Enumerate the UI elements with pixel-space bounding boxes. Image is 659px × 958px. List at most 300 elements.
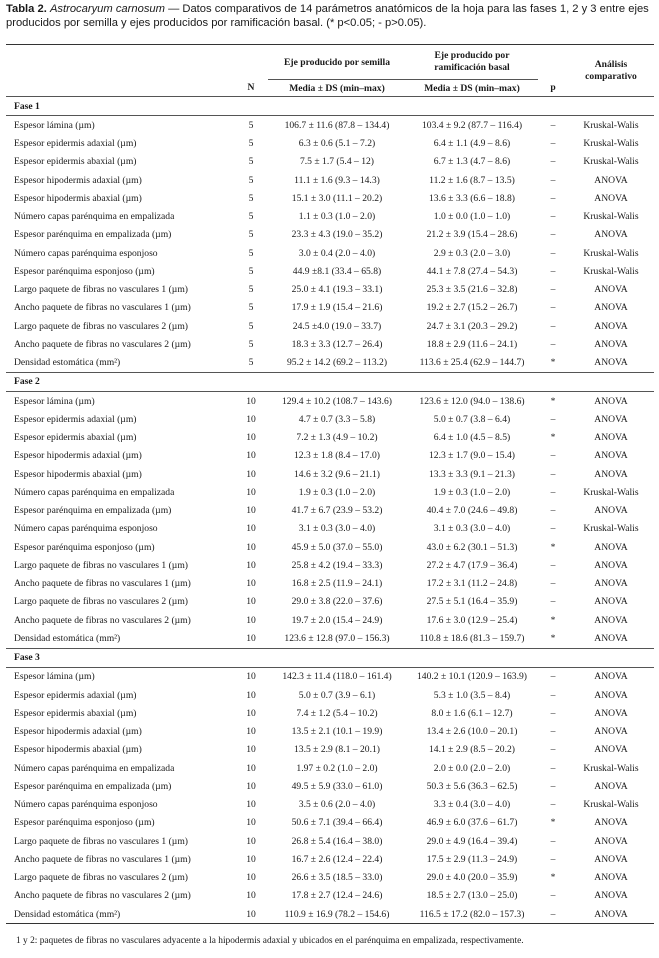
- p-value-cell: –: [550, 596, 556, 608]
- parameter-cell: Densidad estomática (mm²): [14, 632, 121, 644]
- basal-value-cell: 6.7 ± 1.3 (4.7 – 8.6): [433, 156, 511, 168]
- parameter-cell: Espesor epidermis adaxial (µm): [14, 689, 137, 701]
- parameter-cell: Espesor epidermis adaxial (µm): [14, 413, 137, 425]
- parameter-cell: Largo paquete de fibras no vasculares 1 (µm): [14, 835, 188, 847]
- table-row: [6, 135, 654, 153]
- n-cell: 10: [246, 541, 256, 553]
- seed-value-cell: 3.5 ± 0.6 (2.0 – 4.0): [298, 799, 376, 811]
- seed-value-cell: 11.1 ± 1.6 (9.3 – 14.3): [294, 174, 380, 186]
- basal-value-cell: 24.7 ± 3.1 (20.3 – 29.2): [426, 320, 518, 332]
- parameter-cell: Espesor parénquima en empalizada (µm): [14, 229, 172, 241]
- table-row: [6, 299, 654, 317]
- analysis-cell: ANOVA: [594, 192, 628, 204]
- parameter-cell: Espesor hipodermis adaxial (µm): [14, 726, 142, 738]
- n-cell: 10: [246, 726, 256, 738]
- n-cell: 10: [246, 780, 256, 792]
- table-row: [6, 759, 654, 777]
- header-parameter-blank: [6, 80, 234, 97]
- table-row: [6, 777, 654, 795]
- analysis-cell: ANOVA: [594, 890, 628, 902]
- p-value-cell: *: [550, 614, 556, 626]
- seed-value-cell: 12.3 ± 1.8 (8.4 – 17.0): [293, 450, 380, 462]
- n-cell: 5: [248, 357, 254, 369]
- p-value-cell: *: [550, 817, 556, 829]
- n-cell: 10: [246, 671, 256, 683]
- basal-value-cell: 17.2 ± 3.1 (11.2 – 24.8): [426, 578, 518, 590]
- analysis-cell: Kruskal-Walis: [583, 523, 639, 535]
- basal-value-cell: 1.9 ± 0.3 (1.0 – 2.0): [433, 486, 511, 498]
- n-cell: 10: [246, 890, 256, 902]
- analysis-cell: ANOVA: [594, 284, 628, 296]
- n-cell: 5: [248, 284, 254, 296]
- table-row: [6, 575, 654, 593]
- p-value-cell: *: [550, 395, 556, 407]
- basal-value-cell: 5.0 ± 0.7 (3.8 – 6.4): [433, 413, 511, 425]
- seed-value-cell: 129.4 ± 10.2 (108.7 – 143.6): [282, 395, 392, 407]
- n-cell: 5: [248, 174, 254, 186]
- analysis-cell: Kruskal-Walis: [583, 156, 639, 168]
- header-n-spacer: [234, 45, 268, 80]
- n-cell: 10: [246, 817, 256, 829]
- parameter-cell: Densidad estomática (mm²): [6, 905, 234, 924]
- header-seed-group: Eje producido por semilla: [268, 45, 406, 80]
- basal-value-cell: 110.8 ± 18.6 (81.3 – 159.7): [419, 632, 525, 644]
- analysis-cell: ANOVA: [594, 320, 628, 332]
- seed-value-cell: 18.3 ± 3.3 (12.7 – 26.4): [291, 338, 383, 350]
- basal-value-cell: 6.4 ± 1.0 (4.5 – 8.5): [433, 432, 511, 444]
- n-cell: 10: [246, 872, 256, 884]
- basal-value-cell: 1.0 ± 0.0 (1.0 – 1.0): [433, 211, 511, 223]
- basal-value-cell: 46.9 ± 6.0 (37.6 – 61.7): [426, 817, 518, 829]
- parameter-cell: Número capas parénquima en empalizada: [14, 762, 175, 774]
- analysis-cell: Kruskal-Walis: [583, 247, 639, 259]
- basal-value-cell: 116.5 ± 17.2 (82.0 – 157.3): [406, 905, 538, 924]
- table-row: [6, 704, 654, 722]
- table-row: [6, 429, 654, 447]
- basal-value-cell: 11.2 ± 1.6 (8.7 – 13.5): [429, 174, 515, 186]
- parameter-cell: Espesor hipodermis adaxial (µm): [14, 174, 142, 186]
- p-value-cell: –: [550, 138, 556, 150]
- table-row: [6, 741, 654, 759]
- p-value-cell: –: [550, 174, 556, 186]
- table-row: [6, 556, 654, 574]
- table-row: [6, 410, 654, 428]
- seed-value-cell: 7.5 ± 1.7 (5.4 – 12): [299, 156, 374, 168]
- seed-value-cell: 6.3 ± 0.6 (5.1 – 7.2): [298, 138, 376, 150]
- n-cell: 10: [246, 853, 256, 865]
- analysis-cell: ANOVA: [594, 395, 628, 407]
- n-cell: 5: [248, 119, 254, 131]
- parameter-cell: Espesor parénquima esponjoso (µm): [14, 541, 155, 553]
- parameter-cell: Espesor epidermis abaxial (µm): [14, 156, 137, 168]
- seed-value-cell: 26.8 ± 5.4 (16.4 – 38.0): [291, 835, 383, 847]
- table-row: [6, 116, 654, 135]
- p-value-cell: –: [550, 780, 556, 792]
- analysis-cell: Kruskal-Walis: [583, 138, 639, 150]
- seed-value-cell: 5.0 ± 0.7 (3.9 – 6.1): [298, 689, 376, 701]
- p-value-cell: –: [550, 338, 556, 350]
- table-row: [6, 244, 654, 262]
- table-row: [6, 723, 654, 741]
- table-row: [6, 887, 654, 905]
- parameter-cell: Ancho paquete de fibras no vasculares 2 (µm): [14, 890, 191, 902]
- parameter-cell: Número capas parénquima en empalizada: [14, 211, 175, 223]
- basal-value-cell: 27.5 ± 5.1 (16.4 – 35.9): [426, 596, 518, 608]
- p-value-cell: –: [550, 265, 556, 277]
- analysis-cell: ANOVA: [594, 671, 628, 683]
- table-row: [6, 226, 654, 244]
- analysis-cell: ANOVA: [594, 596, 628, 608]
- caption-text: — Datos comparativos de 14 parámetros anatómicos de la hoja para las fases 1, 2 y 3 entre ejes producidos por semilla y ejes producidos por ramificación basal. (* p<0.05; - p>0.05).: [6, 3, 649, 29]
- seed-value-cell: 41.7 ± 6.7 (23.9 – 53.2): [291, 505, 383, 517]
- basal-value-cell: 2.0 ± 0.0 (2.0 – 2.0): [433, 762, 511, 774]
- n-cell: 5: [248, 138, 254, 150]
- seed-value-cell: 123.6 ± 12.8 (97.0 – 156.3): [284, 632, 390, 644]
- table-row: [6, 832, 654, 850]
- basal-value-cell: 8.0 ± 1.6 (6.1 – 12.7): [431, 707, 513, 719]
- parameter-cell: Número capas parénquima esponjoso: [14, 523, 158, 535]
- analysis-cell: ANOVA: [594, 632, 628, 644]
- n-cell: 10: [234, 905, 268, 924]
- analysis-cell: ANOVA: [594, 707, 628, 719]
- parameter-cell: Largo paquete de fibras no vasculares 1 (µm): [14, 559, 188, 571]
- seed-value-cell: 17.8 ± 2.7 (12.4 – 24.6): [291, 890, 383, 902]
- basal-value-cell: 29.0 ± 4.0 (20.0 – 35.9): [426, 872, 518, 884]
- n-cell: 10: [246, 799, 256, 811]
- seed-value-cell: 25.0 ± 4.1 (19.3 – 33.1): [291, 284, 383, 296]
- p-value-cell: –: [550, 744, 556, 756]
- table-row: [6, 629, 654, 648]
- p-value-cell: –: [550, 762, 556, 774]
- basal-value-cell: 140.2 ± 10.1 (120.9 – 163.9): [417, 671, 527, 683]
- table-row: [6, 502, 654, 520]
- parameter-cell: Espesor hipodermis adaxial (µm): [14, 450, 142, 462]
- parameter-cell: Espesor lámina (µm): [14, 395, 95, 407]
- seed-value-cell: 19.7 ± 2.0 (15.4 – 24.9): [291, 614, 383, 626]
- seed-value-cell: 29.0 ± 3.8 (22.0 – 37.6): [291, 596, 383, 608]
- p-value-cell: –: [550, 119, 556, 131]
- parameter-cell: Espesor hipodermis abaxial (µm): [14, 192, 142, 204]
- phase-header-row: [6, 648, 654, 667]
- basal-value-cell: 113.6 ± 25.4 (62.9 – 144.7): [419, 357, 525, 369]
- basal-value-cell: 6.4 ± 1.1 (4.9 – 8.6): [433, 138, 511, 150]
- seed-value-cell: 26.6 ± 3.5 (18.5 – 33.0): [291, 872, 383, 884]
- seed-value-cell: 24.5 ±4.0 (19.0 – 33.7): [292, 320, 382, 332]
- analysis-cell: Kruskal-Walis: [583, 799, 639, 811]
- basal-value-cell: 12.3 ± 1.7 (9.0 – 15.4): [428, 450, 515, 462]
- parameter-cell: Espesor lámina (µm): [14, 119, 95, 131]
- n-cell: 10: [246, 413, 256, 425]
- n-cell: 5: [248, 229, 254, 241]
- analysis-cell: ANOVA: [594, 689, 628, 701]
- parameter-cell: Ancho paquete de fibras no vasculares 1 (µm): [14, 578, 191, 590]
- p-value-cell: –: [550, 413, 556, 425]
- analysis-cell: ANOVA: [594, 302, 628, 314]
- analysis-cell: ANOVA: [594, 468, 628, 480]
- parameter-cell: Ancho paquete de fibras no vasculares 2 (µm): [14, 338, 191, 350]
- p-value-cell: –: [550, 559, 556, 571]
- seed-value-cell: 4.7 ± 0.7 (3.3 – 5.8): [298, 413, 376, 425]
- parameter-cell: Largo paquete de fibras no vasculares 2 (µm): [14, 596, 188, 608]
- table-row: [6, 850, 654, 868]
- parameter-cell: Número capas parénquima esponjoso: [14, 247, 158, 259]
- caption-species: Astrocaryum carnosum: [49, 3, 165, 15]
- parameter-cell: Espesor epidermis abaxial (µm): [14, 707, 137, 719]
- analysis-cell: ANOVA: [594, 174, 628, 186]
- parameter-cell: Largo paquete de fibras no vasculares 1 (µm): [14, 284, 188, 296]
- n-cell: 5: [248, 156, 254, 168]
- p-value-cell: *: [550, 357, 556, 369]
- p-value-cell: –: [550, 247, 556, 259]
- table-row: [6, 538, 654, 556]
- p-value-cell: –: [550, 302, 556, 314]
- seed-value-cell: 13.5 ± 2.1 (10.1 – 19.9): [291, 726, 383, 738]
- analysis-cell: ANOVA: [594, 872, 628, 884]
- basal-value-cell: 5.3 ± 1.0 (3.5 – 8.4): [433, 689, 511, 701]
- p-value-cell: –: [550, 523, 556, 535]
- n-cell: 10: [246, 707, 256, 719]
- p-value-cell: –: [550, 229, 556, 241]
- p-value-cell: –: [550, 835, 556, 847]
- seed-value-cell: 142.3 ± 11.4 (118.0 – 161.4): [282, 671, 392, 683]
- basal-value-cell: 18.5 ± 2.7 (13.0 – 25.0): [426, 890, 518, 902]
- seed-value-cell: 17.9 ± 1.9 (15.4 – 21.6): [291, 302, 383, 314]
- table-row: [6, 171, 654, 189]
- p-value-cell: *: [550, 541, 556, 553]
- analysis-cell: Kruskal-Walis: [583, 119, 639, 131]
- table-row: [6, 611, 654, 629]
- table-row: [6, 262, 654, 280]
- phase-title: Fase 2: [6, 372, 654, 391]
- seed-value-cell: 44.9 ±8.1 (33.4 – 65.8): [292, 265, 382, 277]
- basal-value-cell: 43.0 ± 6.2 (30.1 – 51.3): [426, 541, 518, 553]
- n-cell: 5: [248, 211, 254, 223]
- table-row: [6, 189, 654, 207]
- parameter-cell: Ancho paquete de fibras no vasculares 2 (µm): [14, 614, 191, 626]
- basal-value-cell: 18.8 ± 2.9 (11.6 – 24.1): [426, 338, 518, 350]
- basal-value-cell: 27.2 ± 4.7 (17.9 – 36.4): [426, 559, 518, 571]
- seed-value-cell: 50.6 ± 7.1 (39.4 – 66.4): [291, 817, 383, 829]
- caption-label: Tabla 2.: [6, 3, 47, 15]
- seed-value-cell: 45.9 ± 5.0 (37.0 – 55.0): [291, 541, 383, 553]
- seed-value-cell: 7.2 ± 1.3 (4.9 – 10.2): [296, 432, 378, 444]
- basal-value-cell: 103.4 ± 9.2 (87.7 – 116.4): [421, 119, 523, 131]
- table-row: [6, 208, 654, 226]
- p-value-cell: –: [550, 284, 556, 296]
- analysis-cell: ANOVA: [594, 229, 628, 241]
- n-cell: 10: [246, 835, 256, 847]
- n-cell: 10: [246, 559, 256, 571]
- parameter-cell: Densidad estomática (mm²): [14, 357, 121, 369]
- p-value-cell: –: [550, 192, 556, 204]
- p-value-cell: –: [550, 450, 556, 462]
- n-cell: 10: [246, 578, 256, 590]
- basal-value-cell: 13.6 ± 3.3 (6.6 – 18.8): [428, 192, 515, 204]
- header-seed-mean-sd: Media ± DS (min–max): [289, 82, 385, 94]
- table-row: [6, 483, 654, 501]
- n-cell: 10: [246, 395, 256, 407]
- parameter-cell: Espesor parénquima en empalizada (µm): [14, 780, 172, 792]
- parameter-cell: Espesor epidermis abaxial (µm): [14, 432, 137, 444]
- analysis-cell: ANOVA: [594, 853, 628, 865]
- n-cell: 5: [248, 338, 254, 350]
- header-analysis: Análisis comparativo: [568, 45, 654, 97]
- parameter-cell: Espesor parénquima esponjoso (µm): [14, 265, 155, 277]
- analysis-cell: Kruskal-Walis: [583, 762, 639, 774]
- seed-value-cell: 106.7 ± 11.6 (87.8 – 134.4): [284, 119, 390, 131]
- analysis-cell: ANOVA: [594, 450, 628, 462]
- table-row: [6, 520, 654, 538]
- n-cell: 10: [246, 468, 256, 480]
- parameter-cell: Número capas parénquima en empalizada: [14, 486, 175, 498]
- seed-value-cell: 110.9 ± 16.9 (78.2 – 154.6): [268, 905, 406, 924]
- phase-title: Fase 1: [6, 97, 654, 116]
- p-value-cell: –: [550, 320, 556, 332]
- analysis-cell: ANOVA: [594, 780, 628, 792]
- parameter-cell: Número capas parénquima esponjoso: [14, 799, 158, 811]
- p-value-cell: –: [550, 671, 556, 683]
- analysis-cell: ANOVA: [594, 744, 628, 756]
- header-p: p: [550, 82, 556, 94]
- basal-value-cell: 19.2 ± 2.7 (15.2 – 26.7): [426, 302, 518, 314]
- n-cell: 10: [246, 450, 256, 462]
- parameter-cell: Largo paquete de fibras no vasculares 2 (µm): [14, 320, 188, 332]
- basal-value-cell: 13.3 ± 3.3 (9.1 – 21.3): [428, 468, 515, 480]
- table-row: [6, 392, 654, 411]
- table-row: [6, 465, 654, 483]
- analysis-cell: ANOVA: [594, 726, 628, 738]
- n-cell: 5: [248, 192, 254, 204]
- p-value-cell: –: [550, 486, 556, 498]
- table-row: [6, 814, 654, 832]
- basal-value-cell: 40.4 ± 7.0 (24.6 – 49.8): [426, 505, 518, 517]
- table-caption: [6, 2, 656, 30]
- basal-value-cell: 3.3 ± 0.4 (3.0 – 4.0): [433, 799, 511, 811]
- analysis-cell: ANOVA: [594, 578, 628, 590]
- table-row: [6, 317, 654, 335]
- analysis-cell: ANOVA: [594, 357, 628, 369]
- table-row: [6, 354, 654, 373]
- n-cell: 10: [246, 614, 256, 626]
- seed-value-cell: 7.4 ± 1.2 (5.4 – 10.2): [296, 707, 378, 719]
- p-value-cell: –: [550, 578, 556, 590]
- p-value-cell: *: [550, 632, 556, 644]
- n-cell: 5: [248, 265, 254, 277]
- parameter-cell: Espesor hipodermis abaxial (µm): [14, 744, 142, 756]
- parameter-cell: Largo paquete de fibras no vasculares 2 (µm): [14, 872, 188, 884]
- parameter-cell: Espesor lámina (µm): [14, 671, 95, 683]
- basal-value-cell: 29.0 ± 4.9 (16.4 – 39.4): [426, 835, 518, 847]
- parameter-cell: Espesor parénquima en empalizada (µm): [14, 505, 172, 517]
- analysis-cell: ANOVA: [594, 835, 628, 847]
- n-cell: 10: [246, 486, 256, 498]
- analysis-cell: Kruskal-Walis: [583, 486, 639, 498]
- seed-value-cell: 16.7 ± 2.6 (12.4 – 22.4): [291, 853, 383, 865]
- n-cell: 10: [246, 689, 256, 701]
- p-value-cell: –: [550, 211, 556, 223]
- basal-value-cell: 25.3 ± 3.5 (21.6 – 32.8): [426, 284, 518, 296]
- seed-value-cell: 23.3 ± 4.3 (19.0 – 35.2): [291, 229, 383, 241]
- header-n: N: [247, 82, 255, 94]
- n-cell: 10: [246, 762, 256, 774]
- n-cell: 5: [248, 320, 254, 332]
- p-value-cell: –: [550, 468, 556, 480]
- analysis-cell: Kruskal-Walis: [583, 211, 639, 223]
- seed-value-cell: 95.2 ± 14.2 (69.2 – 113.2): [286, 357, 388, 369]
- parameter-cell: Ancho paquete de fibras no vasculares 1 (µm): [14, 302, 191, 314]
- n-cell: 10: [246, 432, 256, 444]
- phase-header-row: [6, 97, 654, 116]
- seed-value-cell: 15.1 ± 3.0 (11.1 – 20.2): [291, 192, 383, 204]
- p-value-cell: *: [550, 872, 556, 884]
- n-cell: 10: [246, 596, 256, 608]
- p-value-cell: –: [550, 156, 556, 168]
- header-p-spacer: [538, 45, 568, 80]
- analysis-cell: ANOVA: [594, 505, 628, 517]
- seed-value-cell: 1.97 ± 0.2 (1.0 – 2.0): [296, 762, 378, 774]
- table-row: [6, 869, 654, 887]
- phase-header-row: [6, 372, 654, 391]
- p-value-cell: –: [550, 707, 556, 719]
- table-body: [6, 97, 654, 924]
- table-row: [6, 686, 654, 704]
- analysis-cell: ANOVA: [594, 541, 628, 553]
- p-value-cell: –: [550, 853, 556, 865]
- analysis-cell: ANOVA: [568, 905, 654, 924]
- analysis-cell: ANOVA: [594, 817, 628, 829]
- basal-value-cell: 17.5 ± 2.9 (11.3 – 24.9): [426, 853, 518, 865]
- table-row: [6, 667, 654, 686]
- parameter-cell: Ancho paquete de fibras no vasculares 1 (µm): [14, 853, 191, 865]
- seed-value-cell: 14.6 ± 3.2 (9.6 – 21.1): [293, 468, 380, 480]
- basal-value-cell: 44.1 ± 7.8 (27.4 – 54.3): [426, 265, 518, 277]
- seed-value-cell: 1.1 ± 0.3 (1.0 – 2.0): [298, 211, 376, 223]
- parameter-cell: Espesor parénquima esponjoso (µm): [14, 817, 155, 829]
- n-cell: 10: [246, 744, 256, 756]
- basal-value-cell: 17.6 ± 3.0 (12.9 – 25.4): [426, 614, 518, 626]
- table-row: [6, 593, 654, 611]
- n-cell: 10: [246, 523, 256, 535]
- p-value-cell: –: [550, 726, 556, 738]
- n-cell: 5: [248, 247, 254, 259]
- comparison-table: [6, 44, 654, 924]
- p-value-cell: –: [550, 505, 556, 517]
- header-basal-mean-sd: Media ± DS (min–max): [424, 82, 520, 94]
- table-row: [6, 447, 654, 465]
- table-row: [6, 796, 654, 814]
- analysis-cell: ANOVA: [594, 614, 628, 626]
- seed-value-cell: 49.5 ± 5.9 (33.0 – 61.0): [291, 780, 383, 792]
- basal-value-cell: 50.3 ± 5.6 (36.3 – 62.5): [426, 780, 518, 792]
- seed-value-cell: 3.0 ± 0.4 (2.0 – 4.0): [298, 247, 376, 259]
- seed-value-cell: 25.8 ± 4.2 (19.4 – 33.3): [291, 559, 383, 571]
- table-row: [6, 153, 654, 171]
- p-value-cell: –: [550, 890, 556, 902]
- seed-value-cell: 3.1 ± 0.3 (3.0 – 4.0): [298, 523, 376, 535]
- table-row: [6, 335, 654, 353]
- p-value-cell: –: [550, 799, 556, 811]
- analysis-cell: Kruskal-Walis: [583, 265, 639, 277]
- phase-title: Fase 3: [6, 648, 654, 667]
- analysis-cell: ANOVA: [594, 338, 628, 350]
- n-cell: 10: [246, 505, 256, 517]
- n-cell: 10: [246, 632, 256, 644]
- seed-value-cell: 13.5 ± 2.9 (8.1 – 20.1): [293, 744, 380, 756]
- header-basal-group: Eje producido por ramificación basal: [406, 45, 538, 80]
- seed-value-cell: 1.9 ± 0.3 (1.0 – 2.0): [298, 486, 376, 498]
- seed-value-cell: 16.8 ± 2.5 (11.9 – 24.1): [291, 578, 383, 590]
- analysis-cell: ANOVA: [594, 559, 628, 571]
